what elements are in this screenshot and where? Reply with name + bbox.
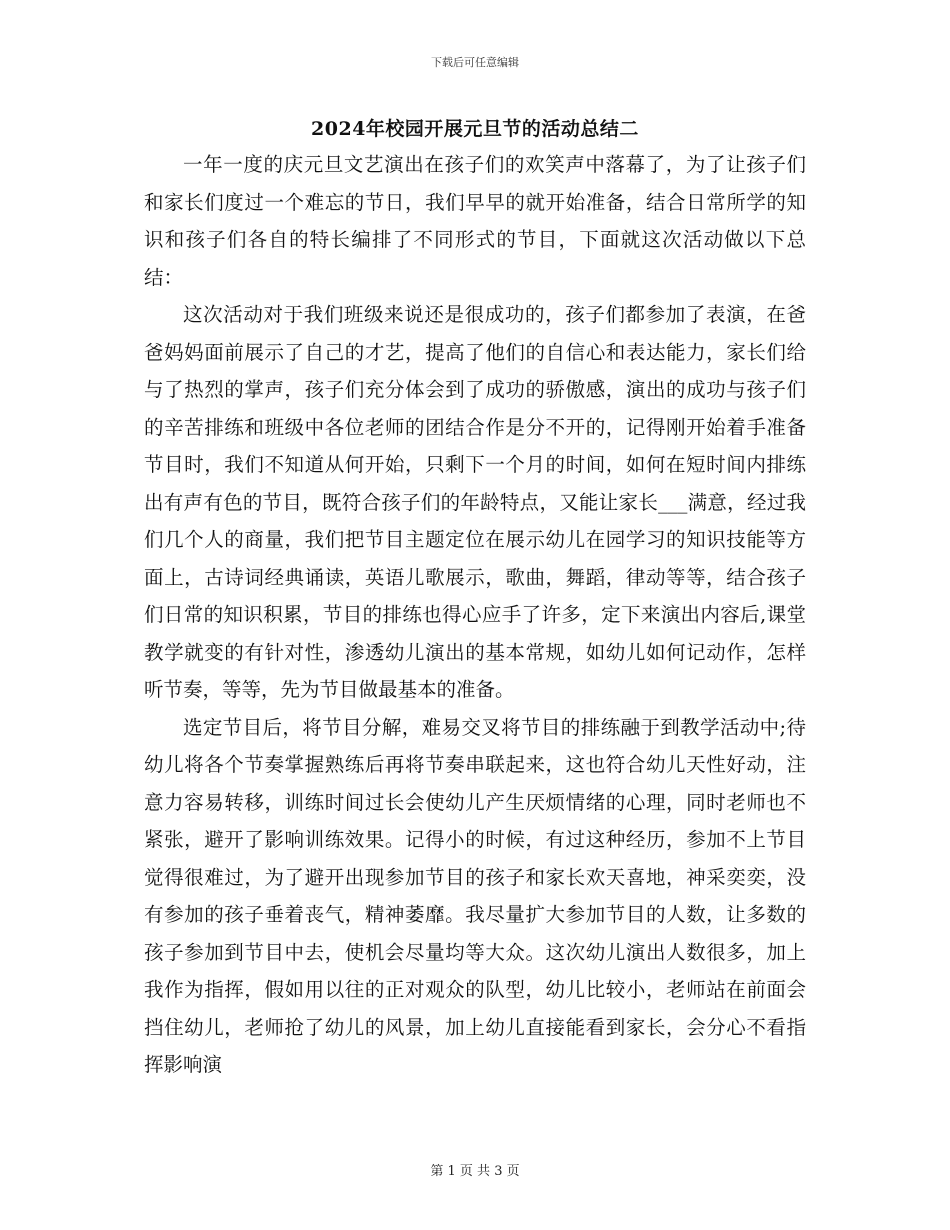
paragraph-intro: 一年一度的庆元旦文艺演出在孩子们的欢笑声中落幕了，为了让孩子们和家长们度过一个难忘的节日，我们早早的就开始准备，结合日常所学的知识和孩子们各自的特长编排了不同形式的节目，下面就这次活动做以下总结： xyxy=(144,153,806,289)
page-header-note: 下载后可任意编辑 xyxy=(431,56,519,69)
paragraph-activity-success: 这次活动对于我们班级来说还是很成功的，孩子们都参加了表演，在爸爸妈妈面前展示了自己的才艺，提高了他们的自信心和表达能力，家长们给与了热烈的掌声，孩子们充分体会到了成功的骄傲感，演出的成功与孩子们的辛苦排练和班级中各位老师的团结合作是分不开的，记得刚开始着手准备节目时，我们不知道从何开始，只剩下一个月的时间，如何在短时间内排练出有声有色的节目，既符合孩子们的年龄特点，又能让家长___满意，经过我们几个人的商量，我们把节目主题定位在展示幼儿在园学习的知识技能等方面上，古诗词经典诵读，英语儿歌展示，歌曲，舞蹈，律动等等，结合孩子们日常的知识积累，节目的排练也得心应手了许多，定下来演出内容后,课堂教学就变的有针对性，渗透幼儿演出的基本常规，如幼儿如何记动作，怎样听节奏，等等，先为节目做最基本的准备。 xyxy=(144,303,806,701)
paragraph-rehearsal: 选定节目后，将节目分解，难易交叉将节目的排练融于到教学活动中;待幼儿将各个节奏掌握熟练后再将节奏串联起来，这也符合幼儿天性好动，注意力容易转移，训练时间过长会使幼儿产生厌烦情绪的心理，同时老师也不紧张，避开了影响训练效果。记得小的时候，有过这种经历，参加不上节目觉得很难过，为了避开出现参加节目的孩子和家长欢天喜地，神采奕奕，没有参加的孩子垂着丧气，精神萎靡。我尽量扩大参加节目的人数，让多数的孩子参加到节目中去，使机会尽量均等大众。这次幼儿演出人数很多，加上我作为指挥，假如用以往的正对观众的队型，幼儿比较小，老师站在前面会挡住幼儿，老师抢了幼儿的风景，加上幼儿直接能看到家长，会分心不看指挥影响演 xyxy=(144,715,806,1076)
document-body xyxy=(144,146,806,1084)
document-title: 2024年校园开展元旦节的活动总结二 xyxy=(311,118,639,140)
page-number: 第 1 页 共 3 页 xyxy=(430,1164,520,1179)
